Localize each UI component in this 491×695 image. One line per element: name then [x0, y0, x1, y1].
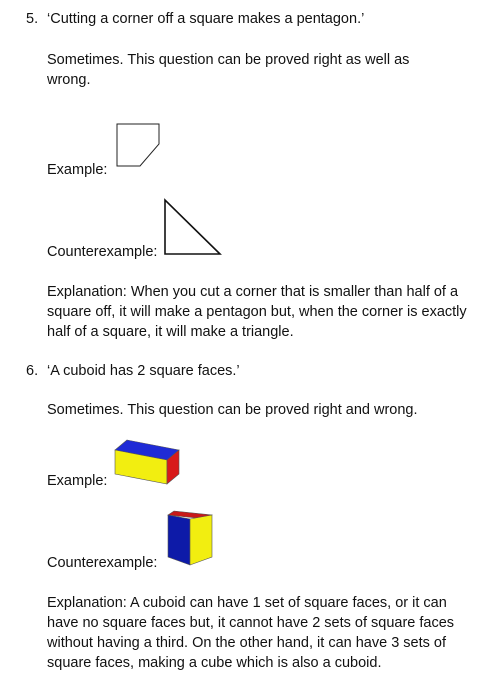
q6-explanation: Explanation: A cuboid can have 1 set of square faces, or it can have no square faces but, it cannot have 2 sets of square faces without having a third. On the other hand, it can have 3 sets of square faces, making a cube which is also a cuboid.	[47, 595, 455, 671]
pentagon-outline	[117, 124, 159, 166]
q6-counterexample-label: Counterexample:	[47, 555, 158, 571]
q6-answer: Sometimes. This question can be proved right and wrong.	[47, 402, 418, 418]
pentagon-shape	[115, 122, 165, 172]
cube-left-face	[168, 515, 190, 565]
cube-right-face	[190, 515, 212, 565]
q5-example-label: Example:	[47, 162, 108, 178]
q6-example-label: Example:	[47, 473, 108, 489]
q5-counterexample-label: Counterexample:	[47, 244, 158, 260]
cube-shape	[164, 509, 216, 569]
cuboid-shape	[113, 438, 185, 488]
q5-statement: ‘Cutting a corner off a square makes a pentagon.’	[47, 11, 365, 27]
q5-number: 5.	[26, 11, 39, 27]
q6-statement: ‘A cuboid has 2 square faces.’	[47, 363, 240, 379]
q5-explanation: Explanation: When you cut a corner that is smaller than half of a square off, it will make a pentagon but, when the corner is exactly half of a square, it will make a triangle.	[47, 284, 467, 340]
q5-answer: Sometimes. This question can be proved right as well as wrong.	[47, 52, 410, 88]
q6-number: 6.	[26, 363, 39, 379]
triangle-outline	[165, 200, 220, 254]
triangle-shape	[163, 197, 223, 257]
